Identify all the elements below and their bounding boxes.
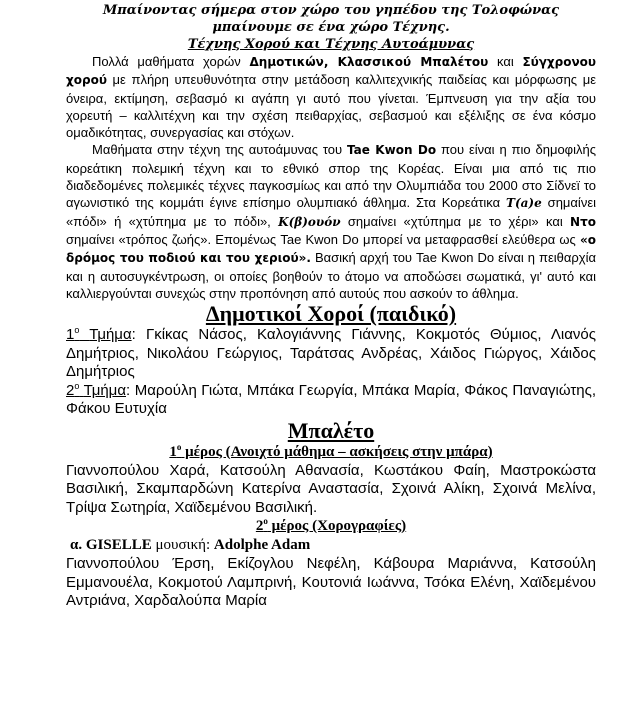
intro-paragraph-dance: Πολλά μαθήματα χορών Δημοτικών, Κλασσικού Μπαλέτου και Σύγχρονου χορού με πλήρη υπευθυνότητα στην μετάδοση καλλιτεχνικής παιδείας και μόρφωσης με όνειρα, εκτίμηση, σεβασμό κι αγάπη γι αυτό που γίνεται. Έμπνευση για την αξία του χορευτή – καλλιτέχνη και την σχέση πειθαρχίας, σεβασμού και εξέλιξης σε ένα κόσμο ομαδικότητας, συνεργασίας και στόχων. bbox=[66, 54, 597, 141]
giselle-names: Γιαννοπούλου Έρση, Εκίζογλου Νεφέλη, Κάβουρα Μαριάννα, Κατσούλη Εμμανουέλα, Κοκμοτού Λαμπρινή, Κουτονιά Ιωάννα, Τσόκα Ελένη, Χαϊδεμένου Αντριάνα, Χαρδαλούπα Μαρία bbox=[66, 555, 596, 610]
folk-group-1: $1^o$ Τμήμα: Γκίκας Νάσος, Καλογιάννης Γιάννης, Κοκμοτός Θύμιος, Λιανός Δημήτριος, Νικολάου Γεώργιος, Ταράτσας Ανδρέας, Χάιδος Γιώργος, Χάιδος Δημήτριος bbox=[66, 325, 596, 381]
intro-paragraph-taekwondo: Μαθήματα στην τέχνη της αυτοάμυνας του Tae Kwon Do που είναι η πιο δημοφιλής κορεάτικη πολεμική τέχνη και το εθνικό σπορ της Κορέας. Είναι μια από τις πιο διαδεδομένες πολεμικές τέχνες παγκοσμίως και από την Ολυμπιάδα του 2000 στο Σίδνεϊ το αγωνιστικό της κομμάτι έγινε επίσημο ολυμπιακό άθλημα. Στα Κορεάτικα Τ(a)e σημαίνει «πόδι» ή «χτύπημα με το πόδι», Κ(β)ουόν σημαίνει «χτύπημα με το χέρι» και Ντο σημαίνει «τρόπος ζωής». Επομένως Tae Kwon Do μπορεί να μεταφρασθεί ελεύθερα ως «ο δρόμος του ποδιού και του χεριού». Βασική αρχή του Tae Kwon Do είναι η πειθαρχία και η αυτοσυγκέντρωση, οι οποίες βοηθούν το άτομο να αποδώσει σωματικά, γι' αυτό και καλλιεργούνται συνεχώς στην προπόνηση από αυτούς που ασκούν το άθλημα. bbox=[66, 142, 596, 301]
ballet-title: Μπαλέτο bbox=[287, 417, 375, 443]
ballet-part-1-names: Γιαννοπούλου Χαρά, Κατσούλη Αθανασία, Κωστάκου Φαίη, Μαστροκώστα Βασιλική, Σκαμπαρδώνη Κατερίνα Αναστασία, Σχοινά Αλίκη, Σχοινά Μελίνα, Τρίψα Σωτηρία, Χαϊδεμένου Βασιλική. bbox=[66, 461, 596, 516]
ballet-part-1-heading: $1^o$ μέρος (Ανοιχτό μάθημα – ασκήσεις στην μπάρα) bbox=[169, 441, 493, 460]
program-page bbox=[66, 2, 596, 611]
giselle-heading: α. GISELLE μουσική: Adolphe Adam bbox=[70, 537, 311, 554]
ballet-part-2-heading: $2^o$ μέρος (Χορογραφίες) bbox=[255, 516, 407, 535]
folk-dance-title: Δημοτικοί Χοροί (παιδικό) bbox=[205, 301, 457, 327]
header-line-3: Τέχνης Χορού και Τέχνης Αυτοάμυνας bbox=[187, 37, 475, 52]
header-line-2: μπαίνουμε σε ένα χώρο Τέχνης. bbox=[212, 20, 450, 35]
header-line-1: Μπαίνοντας σήμερα στον χώρο του γηπέδου της Τολοφώνας bbox=[102, 3, 560, 18]
folk-group-2: $2^o$ Τμήμα: Μαρούλη Γιώτα, Μπάκα Γεωργία, Μπάκα Μαρία, Φάκος Παναγιώτης, Φάκου Ευτυχία bbox=[66, 380, 596, 418]
